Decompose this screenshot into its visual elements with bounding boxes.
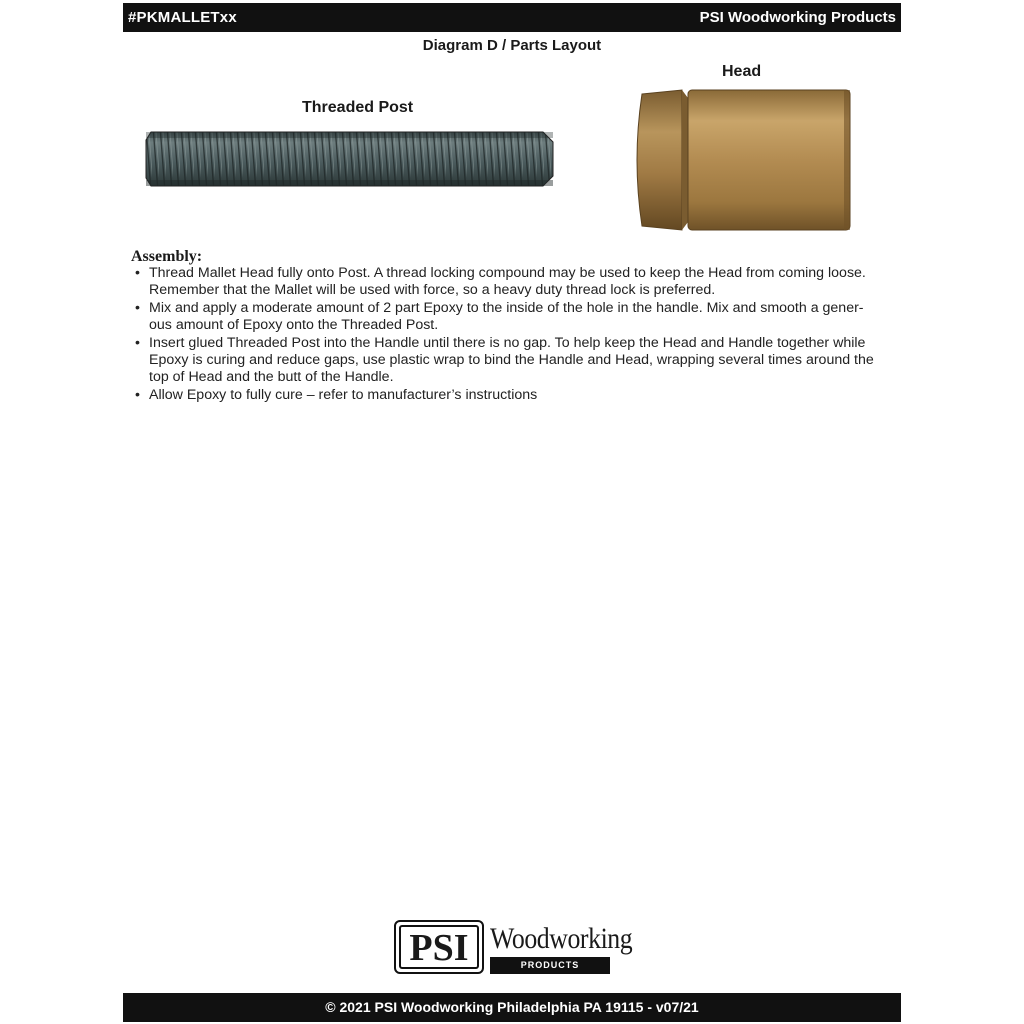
footer-text: © 2021 PSI Woodworking Philadelphia PA 19115 - v07/21 — [325, 999, 699, 1015]
assembly-step: • Mix and apply a moderate amount of 2 part Epoxy to the inside of the hole in the handle. Mix and smooth a gener- ous amount of Epoxy onto the Threaded Post. — [131, 300, 891, 335]
mallet-head-icon — [630, 86, 854, 234]
sku-label: #PKMALLETxx — [128, 9, 237, 26]
footer-bar — [123, 993, 901, 1022]
assembly-step: • Allow Epoxy to fully cure – refer to manufacturer’s instructions — [131, 387, 891, 404]
brand-label: PSI Woodworking Products — [699, 9, 896, 26]
threaded-post-label: Threaded Post — [302, 99, 414, 116]
assembly-steps — [131, 265, 891, 404]
assembly-step: • Thread Mallet Head fully onto Post. A thread locking compound may be used to keep the Head from coming loose. Remember that the Mallet will be used with force, so a heavy duty thread lock is preferred. — [131, 265, 891, 300]
threaded-post-icon — [145, 126, 557, 192]
diagram-title: Diagram D / Parts Layout — [422, 37, 602, 54]
logo-mark: PSI — [394, 920, 484, 974]
head-label: Head — [722, 63, 762, 80]
logo-wordmark: Woodworking — [490, 922, 633, 955]
assembly-step: • Insert glued Threaded Post into the Handle until there is no gap. To help keep the Head and Handle together while Epoxy is curing and reduce gaps, use plastic wrap to bind the Handle and Head, wrapping several times around the top of Head and the butt of the Handle. — [131, 335, 891, 387]
logo-subtitle: PRODUCTS — [490, 957, 610, 974]
assembly-title: Assembly: — [131, 248, 203, 265]
header-bar — [123, 3, 901, 32]
